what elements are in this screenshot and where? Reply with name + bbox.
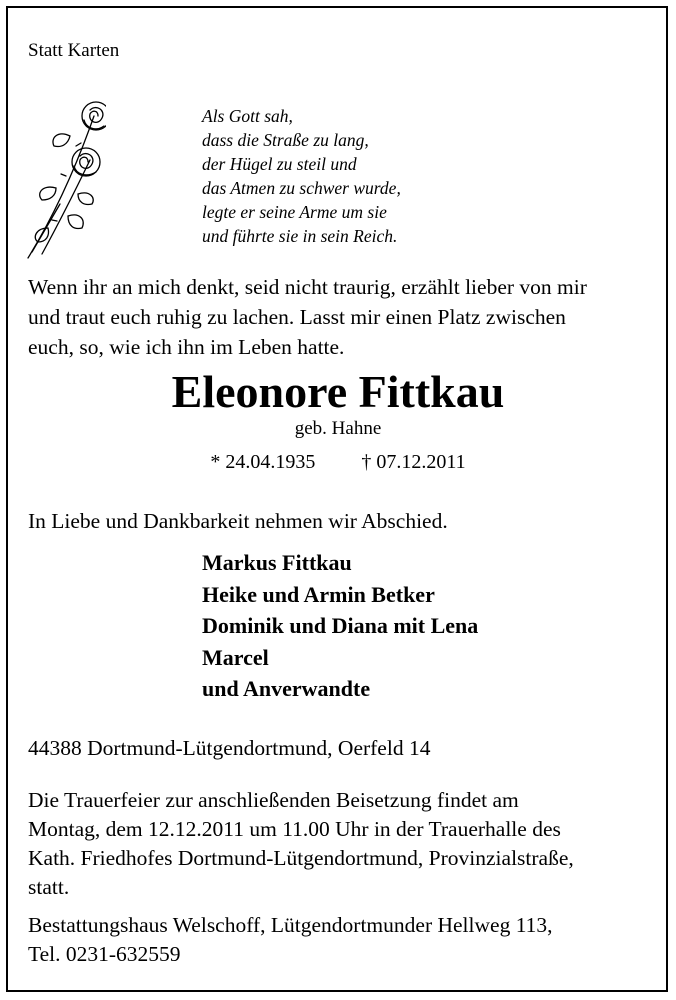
poem-line: dass die Straße zu lang, (202, 130, 369, 150)
intro-line: Wenn ihr an mich denkt, seid nicht traurig, erzählt lieber von mir (28, 275, 587, 299)
mourner: Dominik und Diana mit Lena (202, 613, 479, 638)
undertaker-line: Bestattungshaus Welschoff, Lütgendortmunder Hellweg 113, (28, 913, 553, 937)
ceremony-line: Montag, dem 12.12.2011 um 11.00 Uhr in der Trauerhalle des (28, 817, 561, 841)
poem-line: legte er seine Arme um sie (202, 202, 387, 222)
poem (202, 104, 401, 248)
poem-line: der Hügel zu steil und (202, 154, 357, 174)
intro-text (28, 272, 587, 362)
intro-line: und traut euch ruhig zu lachen. Lasst mir einen Platz zwischen (28, 305, 566, 329)
mourners-list (202, 547, 478, 705)
birth-date: * 24.04.1935 (210, 451, 316, 473)
poem-line: das Atmen zu schwer wurde, (202, 178, 401, 198)
notice-header: Statt Karten (28, 40, 120, 61)
deceased-name: Eleonore Fittkau (171, 366, 505, 417)
ceremony-info (28, 786, 574, 902)
birth-name: geb. Hahne (294, 418, 382, 439)
ceremony-line: statt. (28, 875, 70, 899)
undertaker-info (28, 911, 553, 969)
rose-illustration-icon (20, 96, 106, 262)
poem-line: und führte sie in sein Reich. (202, 226, 398, 246)
address: 44388 Dortmund-Lütgendortmund, Oerfeld 14 (28, 736, 431, 760)
farewell-text: In Liebe und Dankbarkeit nehmen wir Abschied. (28, 509, 448, 533)
intro-line: euch, so, wie ich ihn im Leben hatte. (28, 335, 345, 359)
mourner: Heike und Armin Betker (202, 581, 435, 607)
undertaker-phone: Tel. 0231-632559 (28, 942, 181, 966)
death-date: † 07.12.2011 (361, 451, 466, 473)
mourner: Marcel (202, 644, 269, 670)
poem-line: Als Gott sah, (202, 106, 293, 126)
mourner: Markus Fittkau (202, 550, 352, 575)
ceremony-line: Die Trauerfeier zur anschließenden Beisetzung findet am (28, 788, 519, 812)
mourner: und Anverwandte (202, 676, 371, 701)
life-dates (0, 448, 676, 476)
ceremony-line: Kath. Friedhofes Dortmund-Lütgendortmund, Provinzialstraße, (28, 846, 574, 870)
